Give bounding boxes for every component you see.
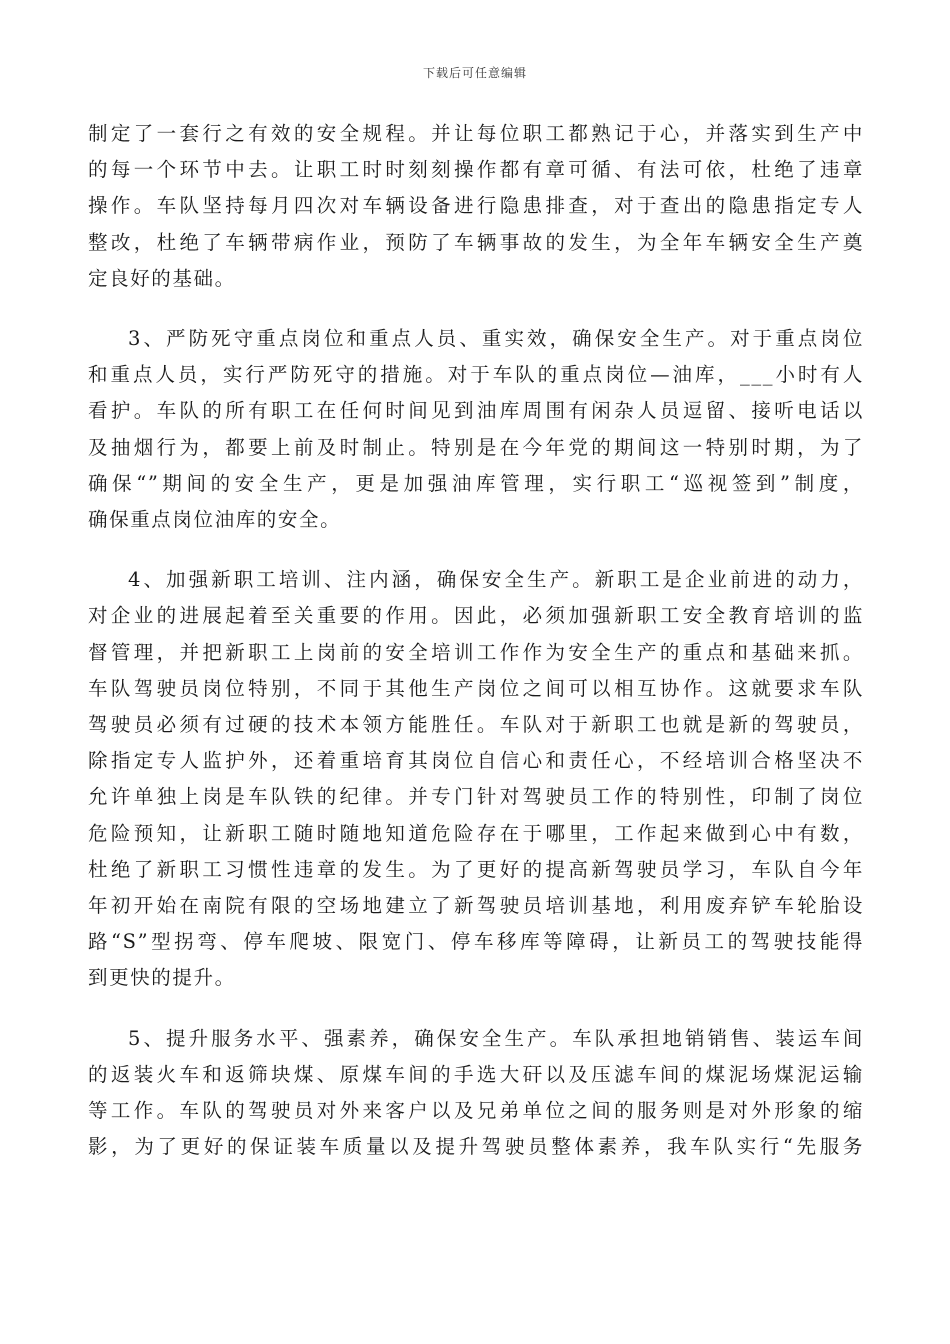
- text-line: 操作。车队坚持每月四次对车辆设备进行隐患排查，对于查出的隐患指定专人: [88, 194, 864, 218]
- document-body: [88, 116, 864, 1189]
- text-line: 允许单独上岗是车队铁的纪律。并专门针对驾驶员工作的特别性，印制了岗位: [88, 785, 864, 809]
- text-line: 确保重点岗位油库的安全。: [88, 508, 342, 532]
- text-line: 看护。车队的所有职工在任何时间见到油库周围有闲杂人员逗留、接听电话以: [88, 399, 864, 423]
- text-line: 5、提升服务水平、强素养，确保安全生产。车队承担地销销售、装运车间: [128, 1026, 864, 1050]
- text-line: 影，为了更好的保证装车质量以及提升驾驶员整体素养，我车队实行“先服务: [88, 1135, 864, 1159]
- text-line: 和重点人员，实行严防死守的措施。对于车队的重点岗位—油库，___小时有人: [88, 363, 864, 387]
- paragraph: [88, 562, 864, 996]
- text-line: 制定了一套行之有效的安全规程。并让每位职工都熟记于心，并落实到生产中: [88, 122, 864, 145]
- text-line: 整改，杜绝了车辆带病作业，预防了车辆事故的发生，为全年车辆安全生产奠: [88, 230, 864, 254]
- text-line: 等工作。车队的驾驶员对外来客户以及兄弟单位之间的服务则是对外形象的缩: [88, 1099, 864, 1123]
- text-line: 杜绝了新职工习惯性违章的发生。为了更好的提高新驾驶员学习，车队自今年: [88, 857, 864, 881]
- text-line: 对企业的进展起着至关重要的作用。因此，必须加强新职工安全教育培训的监: [88, 604, 864, 628]
- text-line: 确保“”期间的安全生产，更是加强油库管理，实行职工“巡视签到”制度，: [88, 471, 864, 495]
- text-line: 年初开始在南院有限的空场地建立了新驾驶员培训基地，利用废弃铲车轮胎设: [88, 894, 864, 918]
- paragraph: [88, 321, 864, 538]
- text-line: 除指定专人监护外，还着重培育其岗位自信心和责任心，不经培训合格坚决不: [88, 749, 864, 773]
- paragraph: [88, 116, 864, 297]
- text-line: 督管理，并把新职工上岗前的安全培训工作作为安全生产的重点和基础来抓。: [88, 640, 864, 664]
- text-line: 定良好的基础。: [88, 266, 236, 290]
- text-line: 4、加强新职工培训、注内涵，确保安全生产。新职工是企业前进的动力，: [128, 568, 864, 592]
- text-line: 及抽烟行为，都要上前及时制止。特别是在今年党的期间这一特别时期，为了: [88, 435, 864, 459]
- text-line: 驾驶员必须有过硬的技术本领方能胜任。车队对于新职工也就是新的驾驶员，: [88, 713, 864, 737]
- text-line: 车队驾驶员岗位特别，不同于其他生产岗位之间可以相互协作。这就要求车队: [88, 676, 864, 700]
- paragraph: [88, 1021, 864, 1166]
- text-line: 的每一个环节中去。让职工时时刻刻操作都有章可循、有法可依，杜绝了违章: [88, 158, 864, 182]
- text-line: 3、严防死守重点岗位和重点人员、重实效，确保安全生产。对于重点岗位: [128, 327, 864, 351]
- text-line: 危险预知，让新职工随时随地知道危险存在于哪里，工作起来做到心中有数，: [88, 821, 864, 845]
- page-header-note: 下载后可任意编辑: [422, 66, 527, 80]
- text-line: 的返装火车和返筛块煤、原煤车间的手选大矸以及压滤车间的煤泥场煤泥运输: [88, 1062, 864, 1086]
- text-line: 路“S”型拐弯、停车爬坡、限宽门、停车移库等障碍，让新员工的驾驶技能得: [88, 930, 864, 954]
- text-line: 到更快的提升。: [88, 966, 236, 990]
